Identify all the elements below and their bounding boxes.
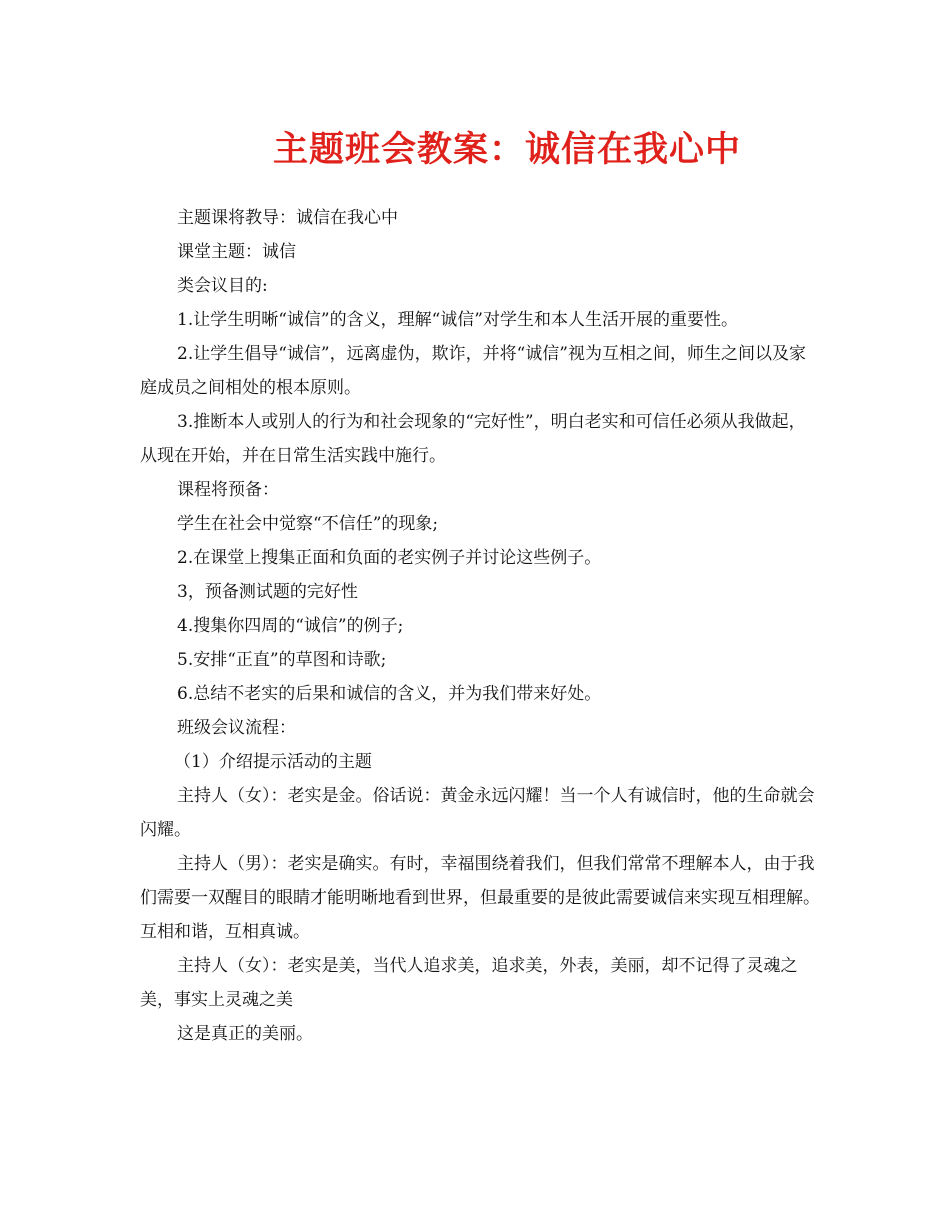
paragraph-class-theme: 课堂主题：诚信 — [177, 242, 296, 262]
paragraph-purpose-1: 1.让学生明晰“诚信”的含义，理解“诚信”对学生和本人生活开展的重要性。 — [177, 310, 738, 330]
paragraph-preparation-2: 2.在课堂上搜集正面和负面的老实例子并讨论这些例子。 — [177, 548, 602, 568]
paragraph-preparation-heading: 课程将预备： — [177, 480, 279, 500]
paragraph-process-step-1: （1）介绍提示活动的主题 — [174, 752, 372, 772]
paragraph-preparation-3: 3，预备测试题的完好性 — [177, 582, 358, 602]
paragraph-purpose-2: 2.让学生倡导“诚信”，远离虚伪，欺诈，并将“诚信”视为互相之间，师生之间以及家庭成员之间相处的根本原则。 — [140, 344, 806, 398]
paragraph-true-beauty: 这是真正的美丽。 — [177, 1024, 313, 1044]
paragraph-preparation-1: 学生在社会中觉察“不信任”的现象; — [177, 514, 439, 534]
paragraph-host-female-2: 主持人（女）：老实是美，当代人追求美，追求美，外表，美丽，却不记得了灵魂之美，事实上灵魂之美 — [140, 956, 798, 1010]
paragraph-host-male-1: 主持人（男）：老实是确实。有时，幸福围绕着我们，但我们常常不理解本人，由于我们需要一双醒目的眼睛才能明晰地看到世界，但最重要的是彼此需要诚信来实现互相理解。互相和谐，互相真诚。 — [140, 854, 820, 942]
paragraph-meeting-purpose-heading: 类会议目的: — [177, 276, 268, 296]
paragraph-preparation-6: 6.总结不老实的后果和诚信的含义，并为我们带来好处。 — [177, 684, 602, 704]
document-title: 主题班会教案：诚信在我心中 — [272, 129, 741, 170]
paragraph-topic-guide: 主题课将教导：诚信在我心中 — [177, 208, 398, 228]
paragraph-preparation-4: 4.搜集你四周的“诚信”的例子; — [177, 616, 404, 636]
paragraph-purpose-3: 3.推断本人或别人的行为和社会现象的“完好性”，明白老实和可信任必须从我做起，从现在开始，并在日常生活实践中施行。 — [140, 412, 806, 466]
document-body — [140, 201, 820, 1051]
paragraph-host-female-1: 主持人（女）：老实是金。俗话说：黄金永远闪耀！当一个人有诚信时，他的生命就会闪耀。 — [140, 786, 815, 840]
paragraph-process-heading: 班级会议流程： — [177, 718, 296, 738]
paragraph-preparation-5: 5.安排“正直”的草图和诗歌; — [177, 650, 387, 670]
